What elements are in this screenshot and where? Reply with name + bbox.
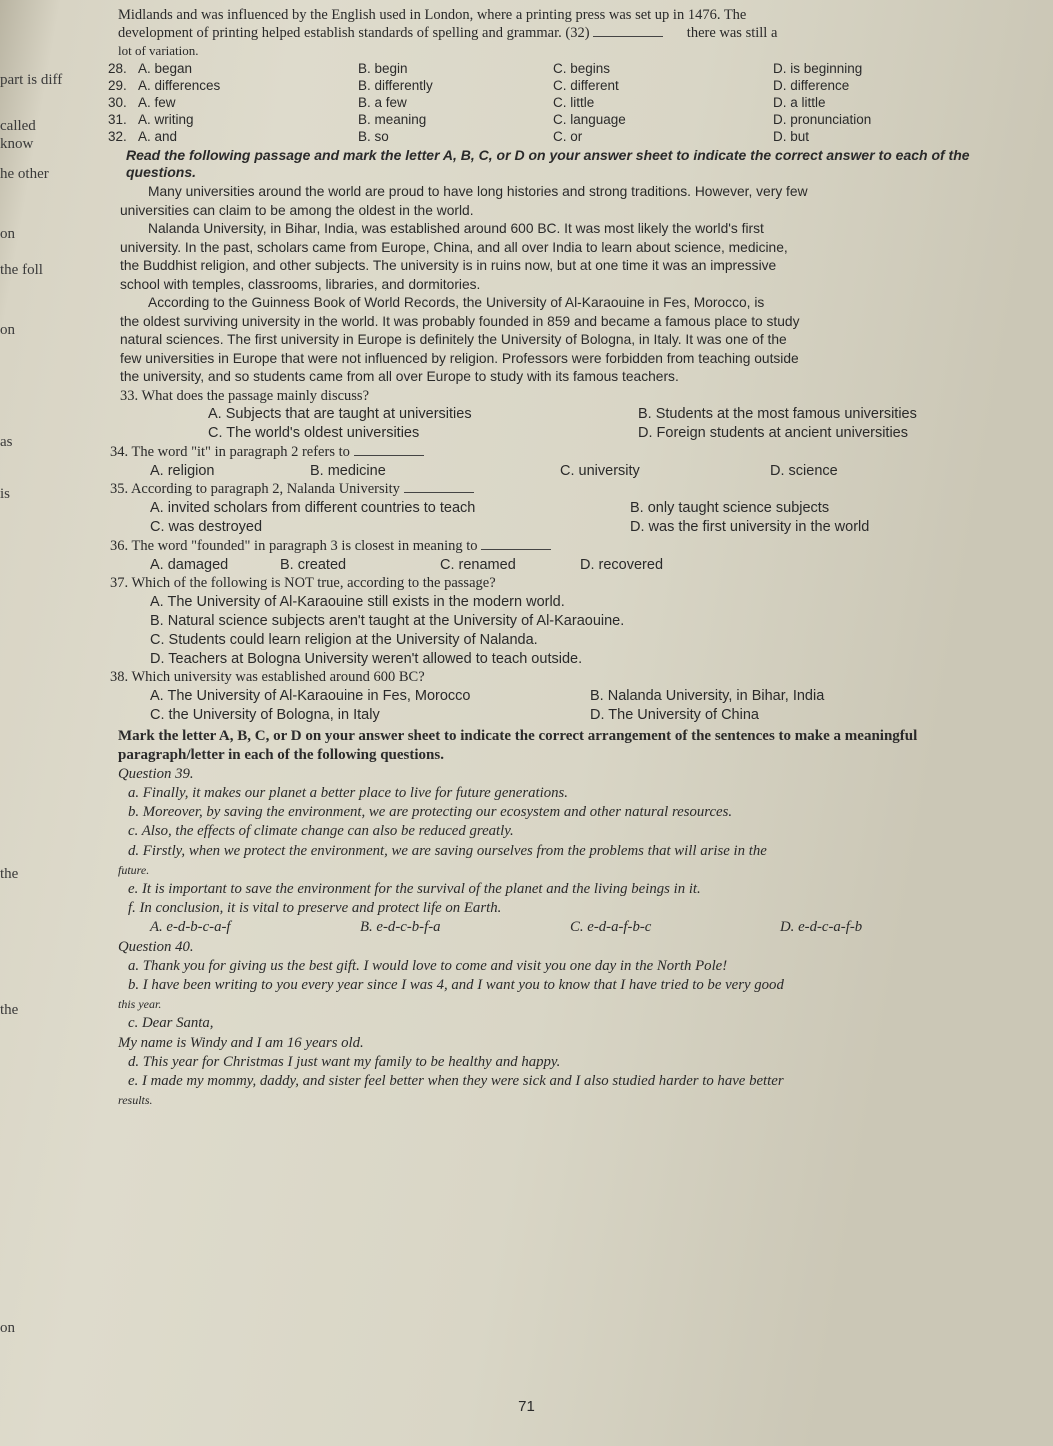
question-40 bbox=[108, 938, 1008, 1111]
sentence-f: f. In conclusion, it is vital to preserve and protect life on Earth. bbox=[128, 900, 502, 917]
margin-fragment: part is diff bbox=[0, 72, 63, 88]
option-c[interactable]: C. university bbox=[560, 462, 640, 479]
question-stem: 33. What does the passage mainly discuss? bbox=[120, 387, 369, 404]
intro-text: development of printing helped establish standards of spelling and grammar. (32) bbox=[118, 25, 590, 41]
passage-line: the oldest surviving university in the world. It was probably founded in 859 and became a famous place to study bbox=[120, 313, 800, 329]
option-b[interactable]: B. Nalanda University, in Bihar, India bbox=[590, 688, 825, 705]
question-stem-text: 34. The word "it" in paragraph 2 refers to bbox=[110, 443, 350, 460]
letter-intro: My name is Windy and I am 16 years old. bbox=[118, 1034, 364, 1051]
margin-fragment: the bbox=[0, 1002, 19, 1018]
option-d[interactable]: D. Teachers at Bologna University weren't allowed to teach outside. bbox=[150, 650, 583, 667]
option-d[interactable]: D. difference bbox=[773, 78, 850, 93]
option-a[interactable]: A. differences bbox=[138, 78, 221, 93]
option-d[interactable]: D. pronunciation bbox=[773, 112, 872, 127]
question-number: 31. bbox=[108, 112, 127, 127]
reading-passage bbox=[108, 183, 1008, 387]
sentence-e: e. I made my mommy, daddy, and sister feel better when they were sick and I also studied harder to have better bbox=[128, 1073, 784, 1090]
passage-line: the university, and so students came from all over Europe to study with its famous teachers. bbox=[120, 369, 679, 384]
option-c[interactable]: C. renamed bbox=[440, 556, 516, 573]
question-number: 30. bbox=[108, 95, 127, 110]
option-a[interactable]: A. religion bbox=[150, 462, 215, 479]
cloze-row bbox=[108, 111, 1008, 128]
margin-fragment: on bbox=[0, 226, 15, 242]
passage-line: school with temples, classrooms, libraries, and dormitories. bbox=[120, 276, 481, 292]
option-c[interactable]: C. Students could learn religion at the University of Nalanda. bbox=[150, 631, 538, 648]
sentence-d: d. This year for Christmas I just want my family to be healthy and happy. bbox=[128, 1053, 561, 1070]
sentence-a: a. Thank you for giving us the best gift. I would love to come and visit you one day in the North Pole! bbox=[128, 957, 728, 974]
cloze-row bbox=[108, 128, 1008, 145]
answer-blank bbox=[593, 24, 663, 37]
margin-fragment: the bbox=[0, 866, 19, 882]
option-b[interactable]: B. differently bbox=[358, 78, 433, 93]
option-b[interactable]: B. so bbox=[358, 129, 389, 144]
cloze-row bbox=[108, 94, 1008, 111]
passage-line: According to the Guinness Book of World Records, the University of Al-Karaouine in Fes, Morocco, is bbox=[148, 295, 765, 310]
option-d[interactable]: D. but bbox=[773, 129, 810, 144]
sentence-e: e. It is important to save the environment for the survival of the planet and the living beings in it. bbox=[128, 881, 701, 898]
passage-line: universities can claim to be among the oldest in the world. bbox=[120, 202, 474, 218]
passage-line: Nalanda University, in Bihar, India, was established around 600 BC. It was most likely the world's first bbox=[148, 221, 764, 236]
option-c[interactable]: C. little bbox=[553, 95, 595, 110]
sentence-d-cont: future. bbox=[118, 862, 150, 877]
option-c[interactable]: C. begins bbox=[553, 61, 611, 76]
option-b[interactable]: B. a few bbox=[358, 95, 407, 110]
question-label: Question 39. bbox=[118, 765, 194, 782]
answer-blank bbox=[404, 480, 474, 493]
question-stem bbox=[108, 443, 1008, 462]
option-a[interactable]: A. The University of Al-Karaouine in Fes, Morocco bbox=[150, 688, 471, 705]
arrangement-instruction: Mark the letter A, B, C, or D on your answer sheet to indicate the correct arrangement of the sentences to make a meaningful paragraph/letter in each of the following questions. bbox=[118, 727, 918, 763]
option-d[interactable]: D. The University of China bbox=[590, 707, 759, 724]
option-row bbox=[108, 556, 1008, 575]
question-list bbox=[108, 387, 1008, 725]
question-number: 28. bbox=[108, 61, 127, 76]
intro-line bbox=[108, 24, 1008, 42]
option-row bbox=[108, 462, 1008, 481]
margin-fragment: on bbox=[0, 322, 15, 338]
option-c[interactable]: C. The world's oldest universities bbox=[208, 425, 420, 442]
sentence-d: d. Firstly, when we protect the environment, we are saving ourselves from the problems that will arise in the bbox=[128, 842, 767, 859]
option-d[interactable]: D. Foreign students at ancient universities bbox=[638, 425, 908, 442]
question-stem bbox=[108, 480, 1008, 499]
margin-fragment: called bbox=[0, 118, 36, 134]
passage-line: the Buddhist religion, and other subjects. The university is in ruins now, but at one time it was an impressive bbox=[120, 258, 777, 273]
passage-line: few universities in Europe that were not influenced by religion. Professors were forbidden from teaching outside bbox=[120, 350, 799, 366]
margin-fragment: is bbox=[0, 486, 11, 502]
sentence-b: b. Moreover, by saving the environment, we are protecting our ecosystem and other natural resources. bbox=[128, 804, 733, 821]
option-a[interactable]: A. The University of Al-Karaouine still exists in the modern world. bbox=[150, 594, 565, 611]
margin-fragment: know bbox=[0, 136, 34, 152]
question-number: 32. bbox=[108, 129, 127, 144]
option-d[interactable]: D. was the first university in the world bbox=[630, 519, 870, 536]
option-d[interactable]: D. a little bbox=[773, 95, 826, 110]
sentence-c: c. Dear Santa, bbox=[128, 1015, 214, 1032]
option-a[interactable]: A. damaged bbox=[150, 556, 229, 573]
option-a[interactable]: A. began bbox=[138, 61, 193, 76]
option-b[interactable]: B. begin bbox=[358, 61, 408, 76]
option-row bbox=[108, 687, 1008, 706]
answer-blank bbox=[481, 537, 551, 550]
option-row bbox=[108, 405, 1008, 424]
option-row bbox=[108, 918, 1008, 937]
intro-line: lot of variation. bbox=[118, 43, 199, 58]
option-row bbox=[108, 424, 1008, 443]
option-c[interactable]: C. or bbox=[553, 129, 583, 144]
option-c[interactable]: C. e-d-a-f-b-c bbox=[570, 919, 652, 936]
question-stem: 37. Which of the following is NOT true, according to the passage? bbox=[110, 575, 496, 592]
margin-fragment: on bbox=[0, 1320, 15, 1336]
option-row bbox=[108, 706, 1008, 725]
question-stem-text: 36. The word "founded" in paragraph 3 is closest in meaning to bbox=[110, 537, 478, 554]
margin-fragment: the foll bbox=[0, 262, 43, 278]
option-b[interactable]: B. only taught science subjects bbox=[630, 500, 830, 517]
question-label: Question 40. bbox=[118, 938, 194, 955]
worksheet-content bbox=[108, 6, 1008, 1111]
option-b[interactable]: B. Natural science subjects aren't taught at the University of Al-Karaouine. bbox=[150, 613, 625, 630]
option-a[interactable]: A. writing bbox=[138, 112, 194, 127]
passage-line: natural sciences. The first university in Europe is definitely the University of Bologna, in Italy. It was one of the bbox=[120, 332, 787, 347]
sentence-b: b. I have been writing to you every year since I was 4, and I want you to know that I have tried to be very good bbox=[128, 977, 784, 994]
option-c[interactable]: C. was destroyed bbox=[150, 519, 263, 536]
sentence-e-cont: results. bbox=[118, 1093, 153, 1108]
question-stem-text: 35. According to paragraph 2, Nalanda University bbox=[110, 481, 400, 498]
answer-blank bbox=[354, 443, 424, 456]
intro-text: there was still a bbox=[686, 25, 778, 41]
cloze-row bbox=[108, 60, 1008, 77]
question-stem: 38. Which university was established around 600 BC? bbox=[110, 669, 425, 686]
option-b[interactable]: B. e-d-c-b-f-a bbox=[360, 919, 441, 936]
intro-line: Midlands and was influenced by the English used in London, where a printing press was set up in 1476. The bbox=[118, 7, 747, 23]
page-number: 71 bbox=[518, 1398, 535, 1415]
option-a[interactable]: A. Subjects that are taught at universities bbox=[208, 406, 472, 423]
option-b[interactable]: B. created bbox=[280, 556, 347, 573]
option-b[interactable]: B. meaning bbox=[358, 112, 427, 127]
option-d[interactable]: D. e-d-c-a-f-b bbox=[780, 919, 863, 936]
question-stem bbox=[108, 537, 1008, 556]
option-b[interactable]: B. medicine bbox=[310, 462, 386, 479]
passage-line: university. In the past, scholars came from Europe, China, and all over India to learn about science, medicine, bbox=[120, 239, 788, 255]
sentence-b-cont: this year. bbox=[118, 997, 162, 1012]
option-row bbox=[108, 499, 1008, 518]
reading-instruction: Read the following passage and mark the letter A, B, C, or D on your answer sheet to indicate the correct answer to each of the questions. bbox=[126, 147, 970, 180]
option-a[interactable]: A. few bbox=[138, 95, 176, 110]
margin-fragment: he other bbox=[0, 166, 49, 182]
option-row bbox=[108, 518, 1008, 537]
cloze-options bbox=[108, 60, 1008, 145]
option-b[interactable]: B. Students at the most famous universities bbox=[638, 406, 917, 423]
option-c[interactable]: C. language bbox=[553, 112, 626, 127]
question-number: 29. bbox=[108, 78, 127, 93]
option-c[interactable]: C. different bbox=[553, 78, 619, 93]
cloze-row bbox=[108, 77, 1008, 94]
question-39 bbox=[108, 765, 1008, 938]
passage-line: Many universities around the world are proud to have long histories and strong traditions. However, very few bbox=[148, 184, 808, 199]
option-c[interactable]: C. the University of Bologna, in Italy bbox=[150, 707, 380, 724]
option-a[interactable]: A. e-d-b-c-a-f bbox=[150, 919, 231, 936]
option-d[interactable]: D. science bbox=[770, 462, 838, 479]
option-a[interactable]: A. and bbox=[138, 129, 178, 144]
option-d[interactable]: D. is beginning bbox=[773, 61, 863, 76]
sentence-c: c. Also, the effects of climate change can also be reduced greatly. bbox=[128, 823, 514, 840]
option-d[interactable]: D. recovered bbox=[580, 556, 664, 573]
margin-fragment: as bbox=[0, 434, 13, 450]
sentence-a: a. Finally, it makes our planet a better place to live for future generations. bbox=[128, 785, 568, 802]
option-a[interactable]: A. invited scholars from different countries to teach bbox=[150, 500, 476, 517]
